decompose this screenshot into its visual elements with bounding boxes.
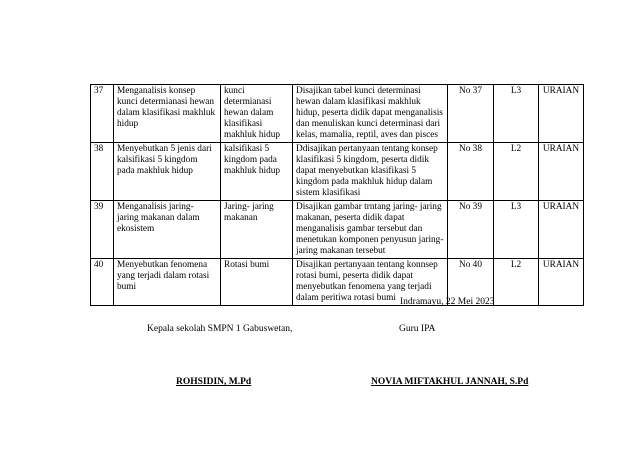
- indicator-cell: Menganalisis jaring- jaring makanan dalam ekosistem: [114, 201, 221, 259]
- indicator-cell: Menyebutkan 5 jenis dari kalsifikasi 5 kingdom pada makhluk hidup: [114, 143, 221, 201]
- material-cell: Jaring- jaring makanan: [221, 201, 293, 259]
- row-number: 38: [91, 143, 114, 201]
- row-number: 37: [91, 85, 114, 143]
- table-row: [91, 201, 584, 259]
- indicator-cell: Menganalisis konsep kunci determianasi hewan dalam klasifikasi makhluk hidup: [114, 85, 221, 143]
- level-cell: L2: [494, 143, 539, 201]
- level-cell: L3: [494, 201, 539, 259]
- question-type-cell: URAIAN: [539, 259, 584, 306]
- question-type-cell: URAIAN: [539, 85, 584, 143]
- indicator-cell: Menyebutkan fenomena yang terjadi dalam rotasi bumi: [114, 259, 221, 306]
- place-date: Indramayu, 22 Mei 2023: [400, 297, 495, 307]
- material-cell: kunci determianasi hewan dalam klasifikasi makhluk hidup: [221, 85, 293, 143]
- principal-name: ROHSIDIN, M.Pd: [176, 377, 252, 387]
- table-row: [91, 85, 584, 143]
- question-type-cell: URAIAN: [539, 143, 584, 201]
- row-number: 40: [91, 259, 114, 306]
- principal-title: Kepala sekolah SMPN 1 Gabuswetan,: [147, 324, 293, 334]
- question-indicator-cell: Disajikan pertanyaan tentang konnsep rotasi bumi, peserta didik dapat menyebutkan fenomena yang terjadi dalam peritiwa rotasi bumi: [293, 259, 448, 306]
- table-row: [91, 259, 584, 306]
- table-row: [91, 143, 584, 201]
- question-number-cell: No 40: [448, 259, 494, 306]
- level-cell: L2: [494, 259, 539, 306]
- question-number-cell: No 39: [448, 201, 494, 259]
- teacher-title: Guru IPA: [399, 324, 436, 334]
- row-number: 39: [91, 201, 114, 259]
- question-number-cell: No 37: [448, 85, 494, 143]
- teacher-name: NOVIA MIFTAKHUL JANNAH, S.Pd: [371, 377, 529, 387]
- level-cell: L3: [494, 85, 539, 143]
- question-type-cell: URAIAN: [539, 201, 584, 259]
- material-cell: kalsifikasi 5 kingdom pada makhluk hidup: [221, 143, 293, 201]
- question-indicator-cell: Disajikan gambar trntang jaring- jaring makanan, peserta didik dapat menganalisis gambar tersebut dan menetukan komponen penyusun jaring-jaring makanan tersebut: [293, 201, 448, 259]
- question-number-cell: No 38: [448, 143, 494, 201]
- material-cell: Rotasi bumi: [221, 259, 293, 306]
- question-indicator-cell: Ddisajikan pertanyaan tentang konsep klasifikasi 5 kingdom, peserta didik dapat menyebutkan klasifikasi 5 kingdom pada makhluk hidup dalam sistem klasifikasi: [293, 143, 448, 201]
- question-indicator-cell: Disajikan tabel kunci determinasi hewan dalam klasifikasi makhluk hidup, peserta didik dapat menganalisis dan menuliskan kunci determinasi dari kelas, mamalia, reptil, aves dan pisces: [293, 85, 448, 143]
- question-grid-table: [90, 84, 584, 306]
